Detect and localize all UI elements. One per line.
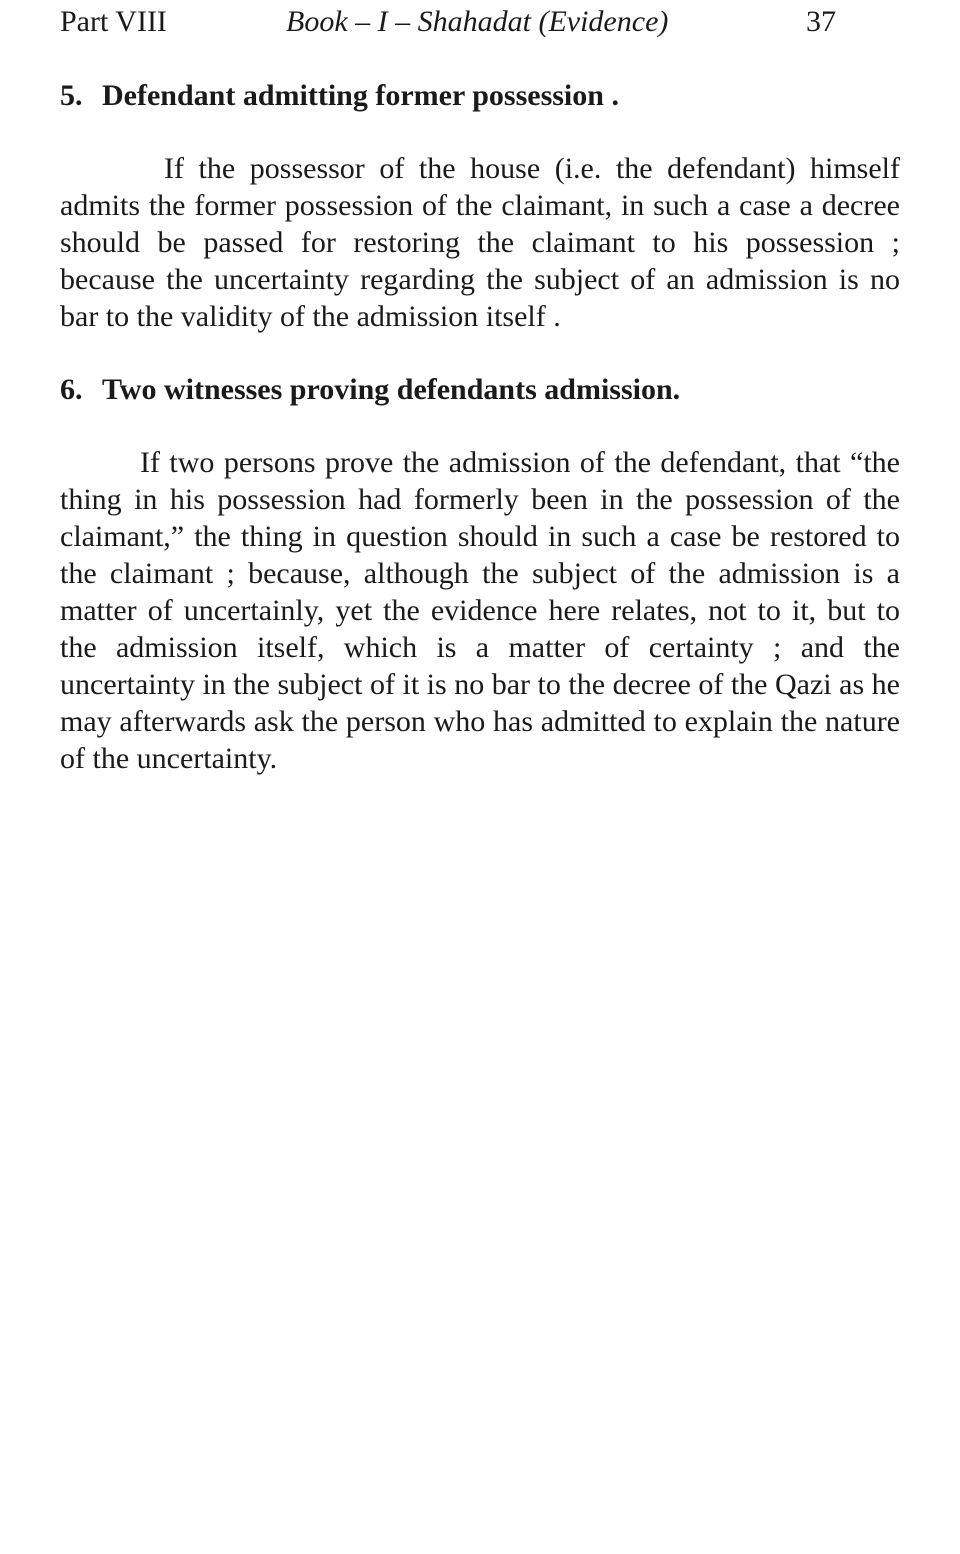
section-number: 6. (60, 373, 83, 406)
section-title: Defendant admitting former possession . (102, 79, 619, 112)
section-heading-5 (60, 76, 619, 116)
document-page (60, 0, 900, 775)
section-body-5: If the possessor of the house (i.e. the defendant) himself admits the former possession of the claimant, in such a case a decree should be passed for restoring the claimant to his possession ; because the uncertainty regarding the subject of an admission is no bar to the validity of the admission itself . (60, 152, 900, 333)
part-label: Part VIII (60, 5, 167, 38)
running-header (60, 0, 900, 44)
section-heading-6 (60, 370, 680, 410)
section-body-6: If two persons prove the admission of the defendant, that “the thing in his possession had formerly been in the possession of the claimant,” the thing in question should in such a case be restored to the claimant ; because, although the subject of the admission is a matter of uncertainly, yet the evidence here relates, not to it, but to the admission itself, which is a matter of certainty ; and the uncertainty in the subject of it is no bar to the decree of the Qazi as he may afterwards ask the person who has admitted to explain the nature of the uncertainty. (60, 446, 900, 775)
section-title: Two witnesses proving defendants admission. (102, 373, 681, 406)
section-number: 5. (60, 79, 83, 112)
page-number: 37 (806, 5, 836, 38)
book-title: Book – I – Shahadat (Evidence) (286, 5, 669, 38)
